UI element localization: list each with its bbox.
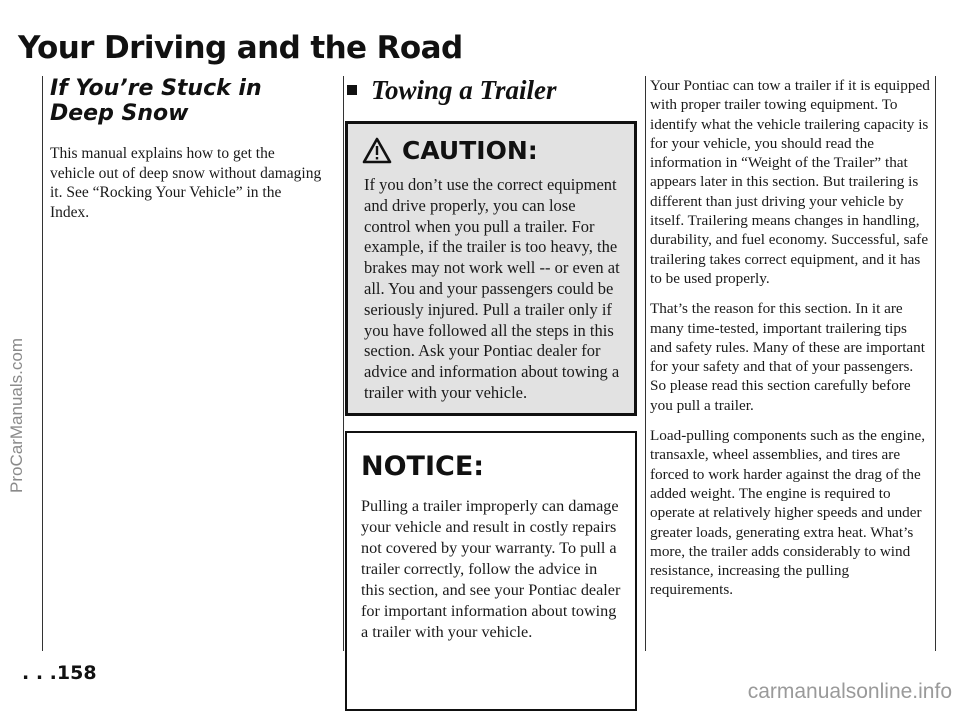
towing-heading-text: Towing a Trailer	[371, 75, 557, 105]
side-watermark	[4, 180, 30, 650]
caution-header	[362, 136, 634, 165]
column-rule-left	[42, 76, 43, 651]
stuck-in-snow-body: This manual explains how to get the vehicle out of deep snow without damaging it. See “Rocking Your Vehicle” in the Index.	[50, 145, 322, 221]
towing-paragraph-2: That’s the reason for this section. In it are many time-tested, important trailering tips and safety rules. Many of these are important for your safety and that of your passengers. So please read this section carefully before you pull a trailer.	[650, 300, 925, 414]
warning-triangle-icon	[362, 137, 392, 164]
page-number	[22, 662, 97, 684]
page-title: Your Driving and the Road	[18, 30, 463, 66]
towing-heading	[345, 76, 637, 104]
notice-label: NOTICE:	[361, 451, 485, 482]
footer-watermark: carmanualsonline.info	[747, 680, 952, 703]
column-rule-far-right	[935, 76, 936, 651]
column-rule-middle	[343, 76, 344, 651]
caution-text: If you don’t use the correct equipment and drive properly, you can lose control when you pull a trailer. For example, if the trailer is too heavy, the brakes may not work well -- or even at all. You and your passengers could be seriously injured. Pull a trailer only if you have followed all the steps in this section. Ask your Pontiac dealer for advice and information about towing a trailer with your vehicle.	[364, 175, 620, 402]
side-watermark-text: ProCarManuals.com	[7, 337, 26, 493]
towing-section	[345, 75, 637, 641]
notice-text: Pulling a trailer improperly can damage your vehicle and result in costly repairs not covered by your warranty. To pull a trailer correctly, follow the advice in this section, and see your Pontiac dealer for important information about towing a trailer with your vehicle.	[361, 497, 621, 641]
towing-intro-column	[650, 76, 930, 611]
stuck-in-snow-section	[50, 76, 322, 222]
towing-paragraph-3: Load-pulling components such as the engine, transaxle, wheel assemblies, and tires are forced to work harder against the drag of the added weight. The engine is required to operate at relatively higher speeds and under greater loads, generating extra heat. What’s more, the trailer adds considerably to wind resistance, increasing the pulling requirements.	[650, 427, 925, 599]
caution-box	[345, 121, 637, 416]
bullet-square-icon	[347, 85, 357, 95]
notice-box	[345, 431, 637, 711]
page-number-value: 158	[56, 662, 97, 684]
page-number-dots: . . .	[22, 662, 57, 684]
caution-label: CAUTION:	[402, 136, 538, 165]
towing-paragraph-1: Your Pontiac can tow a trailer if it is equipped with proper trailer towing equipment. To identify what the vehicle trailering capacity is for your vehicle, you should read the information in “Weight of the Trailer” that appears later in this section. But trailering is different than just driving your vehicle by itself. Trailering means changes in handling, durability, and fuel economy. Successful, safe trailering takes correct equipment, and it has to be used properly.	[650, 77, 930, 287]
column-rule-right	[645, 76, 646, 651]
stuck-in-snow-heading: If You’re Stuck in Deep Snow	[50, 76, 262, 126]
